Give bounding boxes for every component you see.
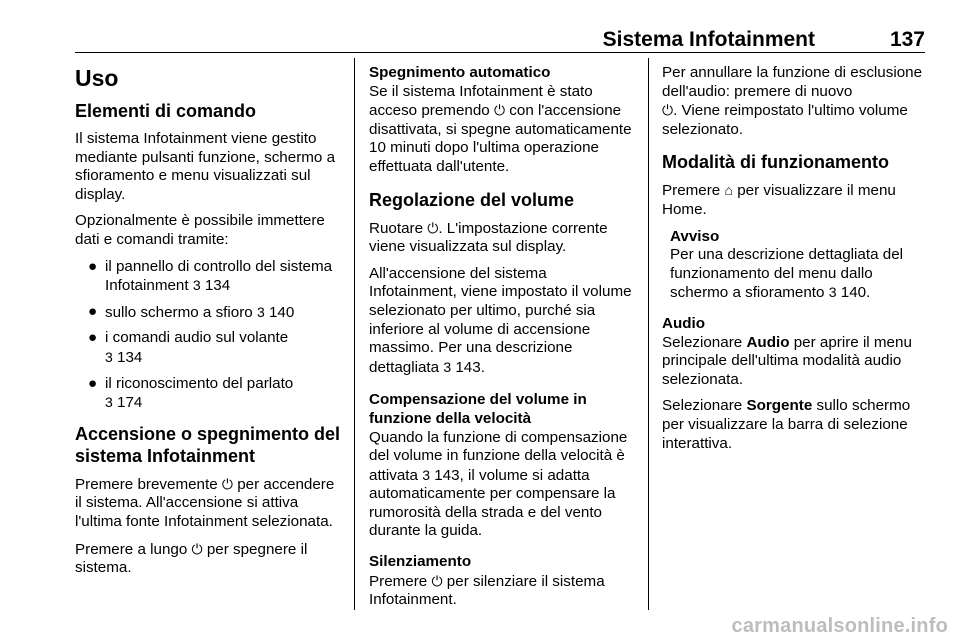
header-rule: [75, 52, 925, 53]
paragraph: Opzionalmente è possibile immettere dati e comandi tramite:: [75, 212, 325, 248]
page-header: [75, 28, 925, 52]
list-item: ● sullo schermo a sfioro 3 140: [88, 302, 295, 321]
page-ref-icon: 3: [443, 358, 452, 375]
heading-spegnimento-automatico: Spegnimento automatico: [369, 64, 551, 81]
column-3: [662, 64, 928, 461]
heading-compensazione: Compensazione del volume in funzione della velocità: [369, 391, 587, 427]
sorgente-label: Sorgente: [746, 397, 813, 415]
home-icon: ⌂: [724, 182, 733, 199]
bullet-icon: ●: [88, 302, 98, 320]
page-ref: 140: [840, 284, 867, 302]
list-item: ● il pannello di controllo del sistema Infotainment 3 134: [88, 257, 333, 295]
bullet-icon: ●: [88, 257, 98, 275]
page-ref: 134: [204, 277, 231, 295]
heading-elementi-di-comando: Elementi di comando: [75, 101, 257, 121]
list-item: ● i comandi audio sul volante 3 134: [88, 329, 289, 366]
page-ref-icon: 3: [105, 348, 113, 365]
note-heading: Avviso: [670, 227, 720, 245]
audio-block: [662, 315, 928, 453]
paragraph: All'accensione del sistema Infotainment, viene impostato il volume selezionato per ultimo, purché sia inferiore al volume di accensione massimo. Per una descrizione dettagliata 3 143.: [369, 264, 632, 376]
bullet-icon: ●: [88, 374, 98, 392]
heading-regolazione-volume: Regolazione del volume: [369, 189, 575, 210]
speed-compensation-block: Compensazione del volume in funzione della velocità Quando la funzione di compensazione del volume in funzione della velocità è attivata 3 143, il volume si adatta automaticamente per compensare la rumorosità della strada e del vento durante la guida.: [369, 391, 633, 541]
paragraph: Premere a lungo ⏻ per spegnere il sistema.: [75, 540, 308, 577]
page-number: 137: [889, 28, 925, 51]
paragraph: Selezionare Sorgente sullo schermo per visualizzare la barra di selezione interattiva.: [662, 397, 911, 452]
paragraph: Per annullare la funzione di esclusione dell'audio: premere di nuovo ⏻. Viene reimpostato l'ultimo volume selezionato.: [662, 64, 923, 138]
page-ref-icon: 3: [422, 466, 430, 483]
page-ref-icon: 3: [192, 277, 201, 294]
page-ref: 143: [455, 358, 481, 376]
power-icon: ⏻: [662, 102, 674, 119]
auto-off-block: Spegnimento automatico Se il sistema Infotainment è stato acceso premendo ⏻ con l'accensione disattivata, si spegne automaticamente 10 minuti dopo l'ultima operazione effettuata dall'utente.: [369, 64, 632, 175]
bullet-icon: ●: [88, 329, 98, 347]
page-ref-icon: 3: [256, 303, 265, 320]
column-2: [369, 64, 633, 622]
page-ref: 143: [434, 466, 460, 484]
note-block: Avviso Per una descrizione dettagliata del funzionamento del menu dallo schermo a sfioramento 3 140.: [662, 228, 928, 303]
volume-knob-icon: ⏻: [427, 219, 439, 236]
paragraph: Selezionare Audio per aprire il menu principale dell'ultima modalità audio selezionata.: [662, 333, 912, 388]
column-divider-1: [354, 58, 355, 610]
column-1: [75, 64, 341, 586]
paragraph: Ruotare ⏻. L'impostazione corrente viene visualizzata sul display.: [369, 219, 608, 256]
header-title: Sistema Infotainment: [602, 28, 815, 51]
power-icon: ⏻: [191, 540, 203, 557]
power-icon: ⏻: [493, 102, 506, 119]
paragraph: Premere ⌂ per visualizzare il menu Home.: [662, 182, 896, 218]
paragraph: Premere brevemente ⏻ per accendere il sistema. All'accensione si attiva l'ultima fonte Infotainment selezionata.: [75, 475, 335, 530]
power-icon: ⏻: [221, 475, 233, 492]
page-ref-icon: 3: [828, 284, 837, 301]
heading-accensione: Accensione o spegnimento del sistema Infotainment: [75, 423, 341, 466]
page-ref: 134: [117, 348, 143, 366]
mute-block: Silenziamento Premere ⏻ per silenziare il sistema Infotainment.: [369, 553, 633, 610]
section-title: Uso: [75, 65, 119, 91]
list-item: ● il riconoscimento del parlato 3 174: [88, 374, 294, 412]
paragraph: Il sistema Infotainment viene gestito mediante pulsanti funzione, schermo a sfioramento e menu visualizzati sul display.: [75, 130, 336, 203]
page-ref: 140: [268, 303, 295, 321]
heading-audio: Audio: [662, 314, 706, 332]
heading-modalita: Modalità di funzionamento: [662, 152, 889, 173]
power-icon: ⏻: [431, 572, 443, 589]
page-ref: 174: [117, 394, 143, 412]
heading-silenziamento: Silenziamento: [369, 553, 472, 571]
column-divider-2: [648, 58, 649, 610]
input-methods-list: [75, 258, 341, 413]
watermark: carmanualsonline.info: [731, 615, 948, 637]
page-ref-icon: 3: [105, 394, 113, 411]
audio-label: Audio: [746, 333, 790, 351]
